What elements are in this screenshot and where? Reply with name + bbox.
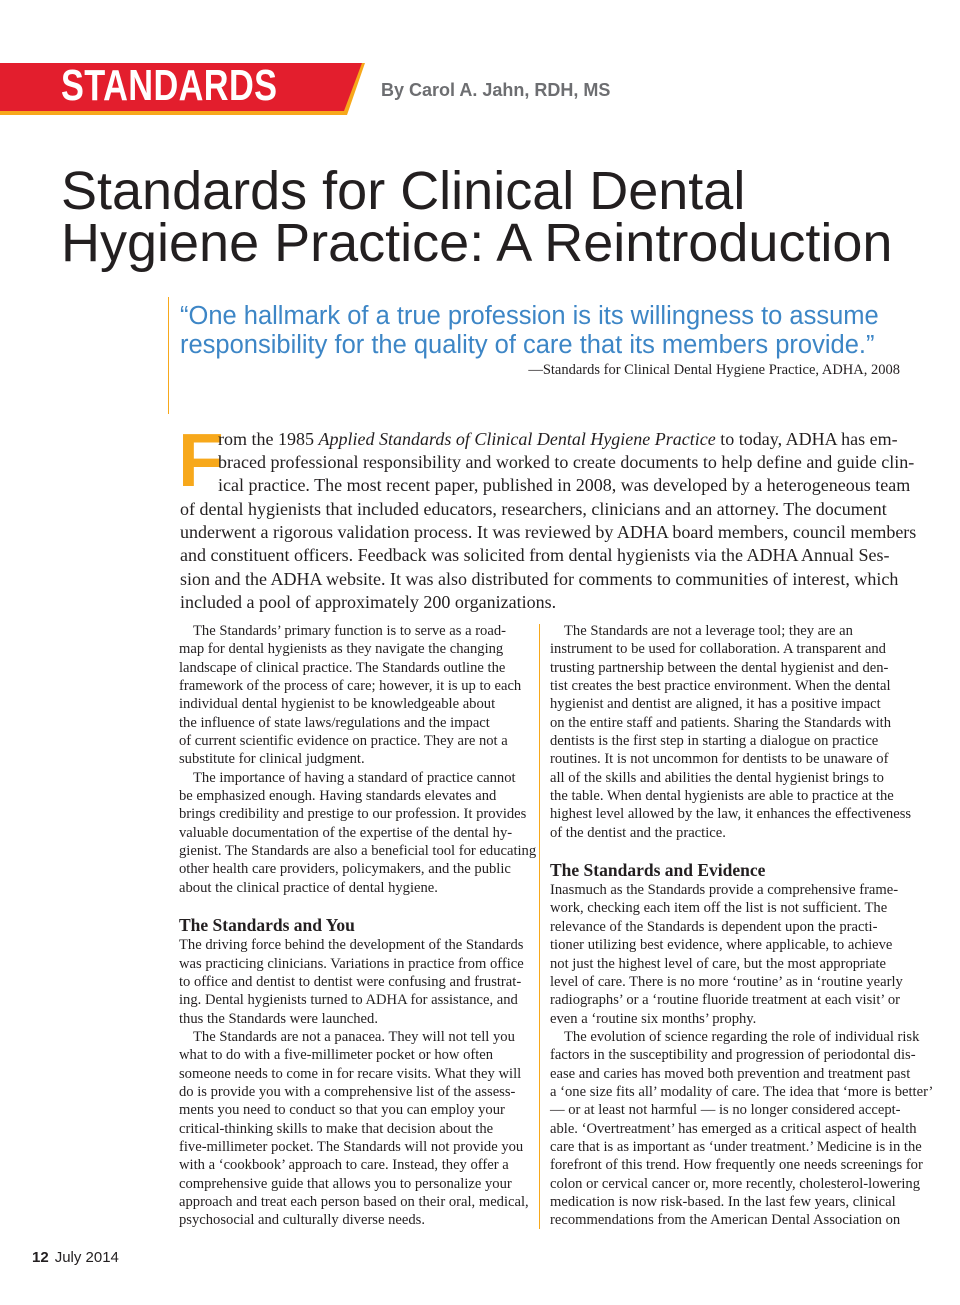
article-title <box>61 161 893 273</box>
text-line: approach and treat each person based on their oral, medical, <box>179 1193 529 1210</box>
text-line: The evolution of science regarding the role of individual risk <box>564 1028 920 1045</box>
text-line: hygienist and dentist are aligned, it has a positive impact <box>550 696 881 713</box>
section-label: STANDARDS <box>61 61 278 110</box>
text-line: of the dentist and the practice. <box>550 824 726 841</box>
text-line: of current scientific evidence on practice. They are not a <box>179 733 508 750</box>
text-line: tist creates the best practice environment. When the dental <box>550 678 891 695</box>
lead-line: of dental hygienists that included educators, researchers, clinicians and an attorney. The document <box>180 499 887 519</box>
text-line: about the clinical practice of dental hygiene. <box>179 879 438 896</box>
column-divider <box>539 624 540 1229</box>
text-line: substitute for clinical judgment. <box>179 751 365 768</box>
text-line: other health care providers, policymakers, and the public <box>179 861 511 878</box>
lead-line: sion and the ADHA website. It was also distributed for comments to communities of interest, which <box>180 569 899 589</box>
lead-text: rom the 1985 <box>218 429 319 449</box>
text-line: to office and dentist to dentist were confusing and frustrat- <box>179 973 522 990</box>
drop-cap: F <box>178 418 224 502</box>
text-line: landscape of clinical practice. The Standards outline the <box>179 659 506 676</box>
paragraph <box>179 1028 529 1230</box>
text-line: thus the Standards were launched. <box>179 1010 378 1027</box>
text-line: ments you need to conduct so that you can employ your <box>179 1102 505 1119</box>
paragraph <box>179 769 537 897</box>
pull-quote-rule <box>168 297 169 414</box>
text-line: dentists is the first step in starting a dialogue on practice <box>550 733 879 750</box>
text-line: what to do with a five-millimeter pocket or how often <box>179 1047 494 1064</box>
title-line: Standards for Clinical Dental <box>61 161 746 221</box>
text-line: medication is now risk-based. In the last few years, clinical <box>550 1193 896 1210</box>
text-line: ing. Dental hygienists turned to ADHA for assistance, and <box>179 992 518 1009</box>
text-line: not just the highest level of care, but the most appropriate <box>550 955 886 972</box>
text-line: tioner utilizing best evidence, where applicable, to achieve <box>550 937 893 954</box>
text-line: relevance of the Standards is dependent upon the practi- <box>550 918 878 935</box>
text-line: individual dental hygienist to be knowledgeable about <box>179 696 496 713</box>
text-line: recommendations from the American Dental Association on <box>550 1212 901 1229</box>
text-line: brings credibility and prestige to our profession. It provides <box>179 806 527 823</box>
text-line: able. ‘Overtreatment’ has emerged as a critical aspect of health <box>550 1120 917 1137</box>
lead-line <box>218 428 898 451</box>
text-line: a ‘one size fits all’ modality of care. The idea that ‘more is better’ <box>550 1083 934 1100</box>
paragraph <box>179 936 529 1028</box>
text-line: on the entire staff and patients. Sharing the Standards with <box>550 714 891 731</box>
text-line: trusting partnership between the dental hygienist and den- <box>550 659 889 676</box>
pull-quote-attribution: —Standards for Clinical Dental Hygiene Practice, ADHA, 2008 <box>528 362 900 378</box>
pull-quote <box>180 302 905 360</box>
text-line: do is provide you with a comprehensive list of the assess- <box>179 1083 516 1100</box>
left-column <box>179 622 537 1230</box>
text-line: work, checking each item off the list is not sufficient. The <box>550 900 888 917</box>
text-line: highest level allowed by the law, it enhances the effectiveness <box>550 806 912 823</box>
lead-italic-title: Applied Standards of Clinical Dental Hygiene Practice <box>318 429 716 449</box>
lead-line: and constituent officers. Feedback was solicited from dental hygienists via the ADHA Annual Ses- <box>180 545 890 565</box>
text-line: even a ‘routine six months’ prophy. <box>550 1010 757 1027</box>
text-line: be emphasized enough. Having standards elevates and <box>179 788 497 805</box>
text-line: colon or cervical cancer or, more recently, cholesterol-lowering <box>550 1175 921 1192</box>
text-line: — or at least not harmful — is no longer considered accept- <box>550 1102 901 1119</box>
text-line: forefront of this trend. How frequently one needs screenings for <box>550 1157 923 1174</box>
title-line: Hygiene Practice: A Reintroduction <box>61 213 893 273</box>
text-line: framework of the process of care; however, it is up to each <box>179 678 522 695</box>
text-line: level of care. There is no more ‘routine’ as in ‘routine yearly <box>550 973 903 990</box>
text-line: five-millimeter pocket. The Standards will not provide you <box>179 1138 524 1155</box>
byline: By Carol A. Jahn, RDH, MS <box>381 80 611 100</box>
text-line: map for dental hygienists as they navigate the changing <box>179 641 504 658</box>
pull-quote-line: “One hallmark of a true profession is its willingness to assume <box>180 302 879 330</box>
pull-quote-line: responsibility for the quality of care that its members provide.” <box>180 331 875 359</box>
text-line: someone needs to come in for recare visits. What they will <box>179 1065 522 1082</box>
paragraph <box>179 622 529 769</box>
right-column <box>550 622 934 1230</box>
text-line: gienist. The Standards are also a beneficial tool for educating <box>179 843 537 860</box>
text-line: was practicing clinicians. Variations in practice from office <box>179 955 524 972</box>
text-line: instrument to be used for collaboration. A transparent and <box>550 641 886 658</box>
lead-line: included a pool of approximately 200 organizations. <box>180 592 557 612</box>
page-footer <box>32 1249 119 1266</box>
text-line: The driving force behind the development of the Standards <box>179 937 524 954</box>
lead-text: to today, ADHA has em- <box>715 429 898 449</box>
lead-line: ical practice. The most recent paper, published in 2008, was developed by a heterogeneous team <box>218 475 911 495</box>
text-line: with a ‘cookbook’ approach to care. Instead, they offer a <box>179 1157 509 1174</box>
lead-line: underwent a rigorous validation process. It was reviewed by ADHA board members, council members <box>180 522 917 542</box>
text-line: factors in the susceptibility and progression of periodontal dis- <box>550 1047 916 1064</box>
lead-line: braced professional responsibility and worked to create documents to help define and guide clin- <box>218 452 915 472</box>
text-line: comprehensive guide that allows you to personalize your <box>179 1175 512 1192</box>
text-line: The Standards’ primary function is to serve as a road- <box>193 623 506 639</box>
text-line: routines. It is not uncommon for dentists to be unaware of <box>550 751 889 768</box>
section-heading: The Standards and Evidence <box>550 860 766 881</box>
text-line: all of the skills and abilities the dental hygienist brings to <box>550 769 884 786</box>
text-line: ease and caries has moved both prevention and treatment past <box>550 1065 911 1082</box>
paragraph <box>550 881 903 1028</box>
text-line: The Standards are not a leverage tool; they are an <box>564 623 853 639</box>
section-heading: The Standards and You <box>179 915 355 936</box>
text-line: valuable documentation of the expertise of the dental hy- <box>179 824 513 841</box>
text-line: critical-thinking skills to make that decision about the <box>179 1120 494 1137</box>
paragraph <box>550 1028 934 1230</box>
page-number: 12 <box>32 1249 49 1266</box>
text-line: The importance of having a standard of practice cannot <box>193 769 516 786</box>
paragraph <box>550 622 912 842</box>
text-line: the influence of state laws/regulations and the impact <box>179 714 490 731</box>
text-line: radiographs’ or a ‘routine fluoride treatment at each visit’ or <box>550 992 900 1009</box>
text-line: care that is as important as ‘under treatment.’ Medicine is in the <box>550 1138 922 1155</box>
text-line: the table. When dental hygienists are able to practice at the <box>550 788 894 805</box>
issue-date: July 2014 <box>54 1249 119 1266</box>
text-line: psychosocial and culturally diverse needs. <box>179 1212 425 1229</box>
text-line: Inasmuch as the Standards provide a comprehensive frame- <box>550 882 899 899</box>
text-line: The Standards are not a panacea. They will not tell you <box>193 1028 515 1045</box>
